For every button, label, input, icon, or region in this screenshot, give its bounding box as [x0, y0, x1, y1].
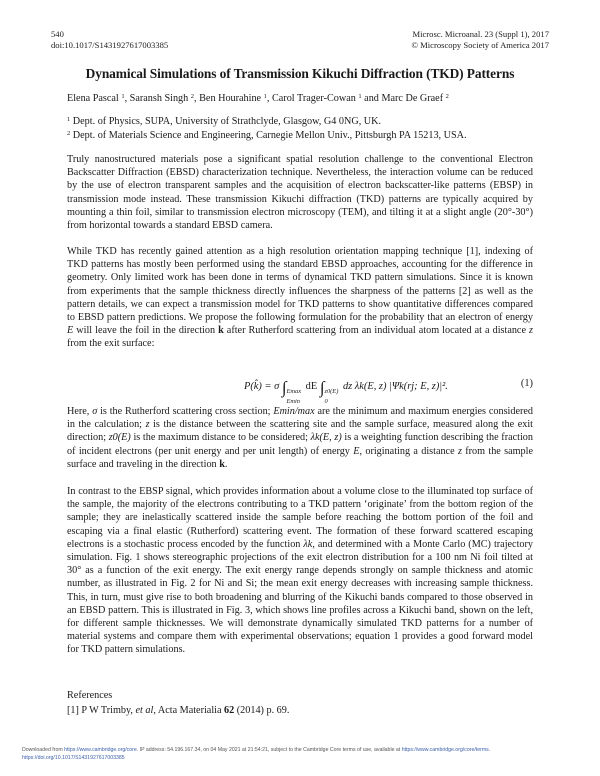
author-affiliation-mark: 2: [190, 93, 195, 100]
author: Carol Trager-Cowan: [271, 93, 356, 104]
running-header-right: [411, 29, 549, 51]
equation-number: (1): [520, 378, 533, 389]
author: Saransh Singh: [129, 93, 189, 104]
author: Elena Pascal: [67, 93, 119, 104]
affiliation-1: $^1$ Dept. of Physics, SUPA, University of Strathclyde, Glasgow, G4 0NG, UK.: [67, 116, 382, 127]
author-affiliation-mark: 1: [358, 93, 362, 100]
doi: doi:10.1017/S1431927617003385: [51, 40, 169, 50]
paragraph-definitions: Here, σ is the Rutherford scattering cross section; Emin/max are the minimum and maximum energies considered in the calculation; z is the distance between the scattering site and the sample surface, measured along the exit direction; z0(E) is the maximum distance to be considered; λk(E, z) is a weighting function describing the fraction of incident electrons (per unit energy and per unit length) of energy E, originating a distance z from the sample surface and traveling in the direction k.: [67, 406, 533, 470]
references-heading: References: [67, 690, 113, 701]
equation-body: P(k̂) = σ ∫ Emax Emin dE ∫ z0(E) 0 dz λk(E, z) |Ψk(rj; E, z)|².: [244, 378, 448, 405]
terms-link[interactable]: https://www.cambridge.org/core/terms: [401, 747, 489, 753]
running-header-left: [51, 29, 168, 51]
core-link[interactable]: https://www.cambridge.org/core: [64, 747, 137, 753]
paper-title: Dynamical Simulations of Transmission Kikuchi Diffraction (TKD) Patterns: [85, 66, 515, 81]
author-list: Elena Pascal $^1$, Saransh Singh $^2$, Ben Hourahine $^1$, Carol Trager-Cowan $^1$ and Marc De Graef $^2$: [67, 93, 449, 104]
paragraph-formulation: While TKD has recently gained attention as a high resolution orientation mapping technique [1], indexing of TKD patterns has mostly been performed using the standard EBSD approaches, accounting for the difference in geometry. Only limited work has been done in terms of dynamical TKD pattern simulations. Since it is known from experiments that the sample thickness directly influences the sharpness of the patterns [2] as well as the pattern details, we can expect a transmission model for TKD patterns to show quantitative differences compared to EBSD pattern predictions. We propose the following formulation for the probability that an electron of energy E will leave the foil in the direction k after Rutherford scattering from an individual atom located at a distance z from the exit surface:: [67, 246, 533, 350]
journal-citation: Microsc. Microanal. 23 (Suppl 1), 2017: [412, 29, 549, 39]
reference-1: [1] P W Trimby, et al, Acta Materialia 62 (2014) p. 69.: [67, 705, 290, 716]
download-footer: Downloaded from https://www.cambridge.org/core. IP address: 54.196.167.34, on 04 May 2021 at 21:54:21, subject to the Cambridge Core terms of use, available at https://www.cambridge.org/core/terms. https://doi.org/10.1017/S1431927617003385: [22, 746, 582, 762]
author-affiliation-mark: 1: [263, 93, 267, 100]
author-affiliation-mark: 1: [121, 93, 125, 100]
author: Ben Hourahine: [199, 93, 262, 104]
author-affiliation-mark: 2: [445, 93, 449, 100]
author: Marc De Graef: [381, 93, 444, 104]
doi-link[interactable]: https://doi.org/10.1017/S1431927617003385: [22, 755, 125, 761]
affiliation-2: $^2$ Dept. of Materials Science and Engineering, Carnegie Mellon Univ., Pittsburgh PA 15213, USA.: [67, 130, 467, 141]
equation-1: [67, 373, 533, 403]
paragraph-intro: Truly nanostructured materials pose a significant spatial resolution challenge to the conventional Electron Backscatter Diffraction (EBSD) characterization technique. Nevertheless, the interaction volume can be reduced by the use of electron transparent samples and the acquisition of electron backscatter-like patterns (EBSP) in transmission mode instead. These transmission Kikuchi diffraction (TKD) patterns are typically acquired by mounting a thin foil, similar to transmission electron microscopy (TEM), and tilting it at a slight angle (20°-30°) from horizontal towards a standard EBSD camera.: [67, 154, 533, 232]
tilt-angle: 20°-30°: [497, 206, 530, 218]
copyright: © Microscopy Society of America 2017: [411, 40, 549, 50]
page-number: 540: [51, 29, 64, 39]
paragraph-discussion: In contrast to the EBSP signal, which provides information about a volume close to the illuminated top surface of the sample, the majority of the electrons contributing to a TKD pattern ‘originate’ from the bottom region of the sample; they are inelastically scattered inside the sample before reaching the bottom portion of the foil and escaping via a final elastic (Rutherford) scattering event. The formation of these forward scattered escaping electrons is a stochastic process encoded by the function λk, and determined with a Monte Carlo (MC) trajectory simulation. Fig. 1 shows stereographic projections of the exit electron distribution for a 100 nm Ni foil tilted at 30° as a function of the exit energy. The exit energy range depends strongly on sample thickness and atomic number, as illustrated in Fig. 2 for Ni and Si; the mean exit energy decreases with increasing sample thickness. This, in turn, must give rise to both broadening and blurring of the Kikuchi bands compared to those observed in an EBSD pattern. This is illustrated in Fig. 3, which shows line profiles across a Kikuchi band, shown on the left, for different sample thicknesses. We will demonstrate dynamically simulated TKD patterns for a number of material systems and compare them with experimental observations; equation 1 provides a good forward model for TKD pattern simulations.: [67, 486, 533, 656]
